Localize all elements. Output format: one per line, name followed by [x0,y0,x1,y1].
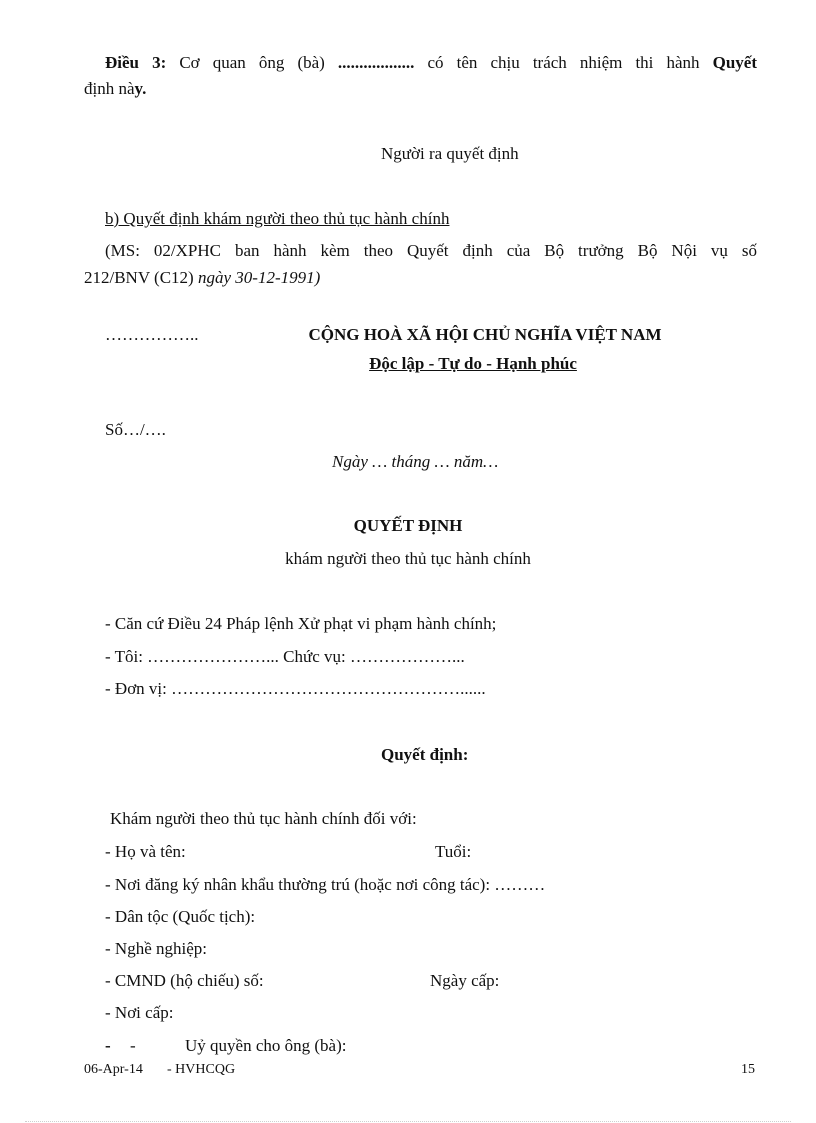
noi-dang-ky-field: - Nơi đăng ký nhân khẩu thường trú (hoặc nơi công tác): ……… [105,875,546,894]
bullet-dash-1: - [105,1036,111,1055]
noi-cap-field: - Nơi cấp: [105,1003,174,1022]
dieu3-line2 [84,78,146,100]
doc-date: Ngày … tháng … năm… [332,452,499,471]
decision-title: QUYẾT ĐỊNH [353,516,463,535]
page-bottom-divider [25,1121,791,1122]
org-dots: …………….. [105,325,199,344]
dieu3-label: Điều 3: [105,53,167,72]
dieu3-line1 [105,52,757,74]
tuoi-field: Tuổi: [435,842,472,861]
country-name: CỘNG HOÀ XÃ HỘI CHỦ NGHĨA VIỆT NAM [308,325,662,344]
dieu3-quyet: Quyết [712,53,757,72]
kham-line: Khám người theo thủ tục hành chính đối với: [110,809,417,828]
footer-org: - HVHCQG [167,1062,236,1077]
ms-line2-date: ngày 30-12-1991) [197,268,321,287]
unit-line: - Đơn vị: ……………………………………………...... [105,679,486,698]
bullet-dash-2: - [130,1036,136,1055]
quyet-dinh-heading: Quyết định: [381,745,469,764]
cmnd-field: - CMND (hộ chiếu) số: [105,971,264,990]
uy-quyen-field: Uỷ quyền cho ông (bà): [185,1036,347,1055]
page-number: 15 [741,1062,755,1077]
signer-title: Người ra quyết định [381,144,519,163]
decision-subtitle: khám người theo thủ tục hành chính [285,549,531,568]
dieu3-text-b: có tên chịu trách nhiệm thi hành [414,53,713,72]
ngay-cap-field: Ngày cấp: [430,971,500,990]
nghe-nghiep-field: - Nghề nghiệp: [105,939,207,958]
motto: Độc lập - Tự do - Hạnh phúc [369,354,577,373]
dieu3-dots: .................. [337,53,415,72]
ho-ten-field: - Họ và tên: [105,842,186,861]
officer-line: - Tôi: …………………... Chức vụ: ………………... [105,647,465,666]
ms-line2 [84,267,320,289]
basis-line: - Căn cứ Điều 24 Pháp lệnh Xử phạt vi phạm hành chính; [105,614,497,633]
ms-line1: (MS: 02/XPHC ban hành kèm theo Quyết định của Bộ trưởng Bộ Nội vụ số [105,241,757,260]
doc-number: Số…/…. [105,420,166,439]
ms-line2-a: 212/BNV (C12) [84,268,198,287]
dan-toc-field: - Dân tộc (Quốc tịch): [105,907,256,926]
dieu3-line2-a: định nà [84,79,135,98]
footer-date: 06-Apr-14 [84,1062,143,1077]
dieu3-text-a: Cơ quan ông (bà) [166,53,338,72]
section-b-title: b) Quyết định khám người theo thủ tục hành chính [105,209,450,228]
dieu3-line2-b: y. [134,79,147,98]
